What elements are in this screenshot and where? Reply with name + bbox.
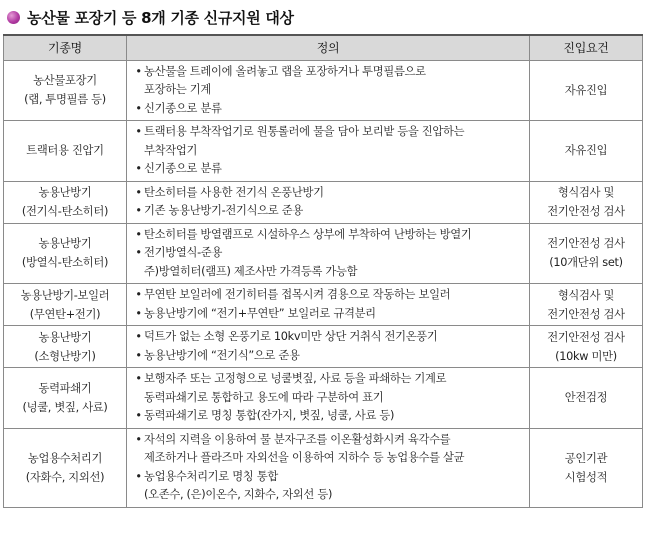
type-line: (소형난방기) xyxy=(34,349,96,363)
title-row xyxy=(7,6,642,28)
table-body xyxy=(4,60,643,507)
requirement-line: 전기안전성 검사 xyxy=(547,237,625,251)
requirement-line: 형식검사 및 xyxy=(557,186,615,199)
requirement-line: 전기안전성 검사 xyxy=(547,330,625,344)
definition-bullet: • 전기방열식-준용 xyxy=(133,244,525,263)
type-line: (전기식-탄소히터) xyxy=(21,205,109,218)
requirement-line: 공인기관 xyxy=(564,451,608,465)
cell-type xyxy=(4,428,127,507)
requirement-line: 전기안전성 검사 xyxy=(547,205,625,218)
type-line: (방열식-탄소히터) xyxy=(21,256,109,270)
table-row xyxy=(4,181,643,223)
header-type: 기종명 xyxy=(4,35,127,60)
requirement-line: 시험성적 xyxy=(564,470,608,484)
definition-bullet: • 신기종으로 분류 xyxy=(133,160,525,179)
definition-bullet: • 농업용수처리기로 명칭 통합 xyxy=(133,468,525,487)
cell-type xyxy=(4,181,127,223)
type-line: 농용난방기-보일러 xyxy=(20,288,110,302)
cell-definition xyxy=(127,368,530,429)
table-row xyxy=(4,368,643,429)
type-line: 농산물포장기 xyxy=(33,74,97,88)
cell-requirement xyxy=(530,181,643,223)
requirement-line: 자유진입 xyxy=(564,144,608,158)
definition-continuation: 포장하는 기계 xyxy=(144,83,211,96)
requirement-line: 안전검정 xyxy=(564,391,608,405)
type-line: (무연탄+전기) xyxy=(29,307,101,321)
requirement-line: 자유진입 xyxy=(564,83,608,97)
header-requirement: 진입요건 xyxy=(530,35,643,60)
table-row xyxy=(4,121,643,182)
definition-bullet: • 농산물을 트레이에 올려놓고 랩을 포장하거나 투명필름으로 xyxy=(133,63,525,82)
cell-requirement xyxy=(530,368,643,429)
cell-type xyxy=(4,368,127,429)
type-line: 트랙터용 진압기 xyxy=(26,144,104,158)
table-row xyxy=(4,223,643,284)
cell-type xyxy=(4,60,127,121)
cell-definition xyxy=(127,428,530,507)
cell-requirement xyxy=(530,326,643,368)
table-header-row xyxy=(4,35,643,60)
definition-bullet: • 보행자주 또는 고정형으로 넝쿨볏짚, 사료 등을 파쇄하는 기계로 xyxy=(133,370,525,389)
table-row xyxy=(4,428,643,507)
table-row xyxy=(4,60,643,121)
definition-bullet: • 농용난방기에 “전기+무연탄” 보일러로 규격분리 xyxy=(133,305,525,324)
cell-definition xyxy=(127,181,530,223)
definition-bullet: • 농용난방기에 “전기식”으로 준용 xyxy=(133,347,525,366)
cell-definition xyxy=(127,326,530,368)
type-line: 농용난방기 xyxy=(38,186,92,199)
definition-continuation: 부착작업기 xyxy=(144,143,198,157)
type-line: (넝쿨, 볏짚, 사료) xyxy=(22,400,108,414)
cell-requirement xyxy=(530,121,643,182)
bullet-dot-icon xyxy=(7,11,20,24)
definition-continuation: (오존수, (은)이온수, 지화수, 자외선 등) xyxy=(144,488,333,501)
type-line: (자화수, 지외선) xyxy=(25,470,105,484)
type-line: 농업용수처리기 xyxy=(27,451,103,465)
definition-bullet: • 탄소히터를 사용한 전기식 온풍난방기 xyxy=(133,184,525,203)
requirement-line: (10개단위 set) xyxy=(549,256,623,270)
requirement-line: 전기안전성 검사 xyxy=(547,307,625,321)
definition-bullet: • 트랙터용 부착작업기로 원통롤러에 물을 담아 보리밭 등을 진압하는 xyxy=(133,123,525,142)
definition-bullet: • 탄소히터를 방열램프로 시설하우스 상부에 부착하여 난방하는 방열기 xyxy=(133,226,525,245)
requirement-line: 형식검사 및 xyxy=(557,288,615,302)
cell-requirement xyxy=(530,60,643,121)
cell-definition xyxy=(127,121,530,182)
type-line: 농용난방기 xyxy=(38,330,92,344)
table-row xyxy=(4,284,643,326)
cell-type xyxy=(4,284,127,326)
cell-type xyxy=(4,223,127,284)
cell-type xyxy=(4,121,127,182)
header-definition: 정의 xyxy=(127,35,530,60)
definition-bullet: • 동력파쇄기로 명칭 통합(잔가지, 볏짚, 넝쿨, 사료 등) xyxy=(133,407,525,426)
cell-definition xyxy=(127,223,530,284)
support-table xyxy=(3,34,643,508)
requirement-line: (10kw 미만) xyxy=(555,349,617,363)
type-line: 농용난방기 xyxy=(38,237,92,251)
cell-type xyxy=(4,326,127,368)
definition-bullet: • 무연탄 보일러에 전기히터를 접목시켜 겸용으로 작동하는 보일러 xyxy=(133,286,525,305)
cell-definition xyxy=(127,60,530,121)
cell-requirement xyxy=(530,428,643,507)
definition-bullet: • 신기종으로 분류 xyxy=(133,100,525,119)
cell-definition xyxy=(127,284,530,326)
table-row xyxy=(4,326,643,368)
definition-bullet: • 자석의 지력을 이용하여 물 분자구조를 이온활성화시켜 육각수를 xyxy=(133,431,525,450)
definition-bullet: • 덕트가 없는 소형 온풍기로 10kv미만 상단 거취식 전기온풍기 xyxy=(133,328,525,347)
definition-bullet: • 기존 농용난방기-전기식으로 준용 xyxy=(133,202,525,221)
type-line: (랩, 투명필름 등) xyxy=(24,93,106,107)
page-title: 농산물 포장기 등 8개 기종 신규지원 대상 xyxy=(27,8,294,27)
definition-continuation: 주)방열히터(램프) 제조사만 가격등록 가능함 xyxy=(144,264,358,278)
type-line: 동력파쇄기 xyxy=(38,381,92,395)
cell-requirement xyxy=(530,223,643,284)
cell-requirement xyxy=(530,284,643,326)
definition-continuation: 동력파쇄기로 통합하고 용도에 따라 구분하여 표기 xyxy=(144,390,384,404)
definition-continuation: 제조하거나 플라즈마 자외선을 이용하여 지하수 등 농업용수를 살균 xyxy=(144,451,465,464)
